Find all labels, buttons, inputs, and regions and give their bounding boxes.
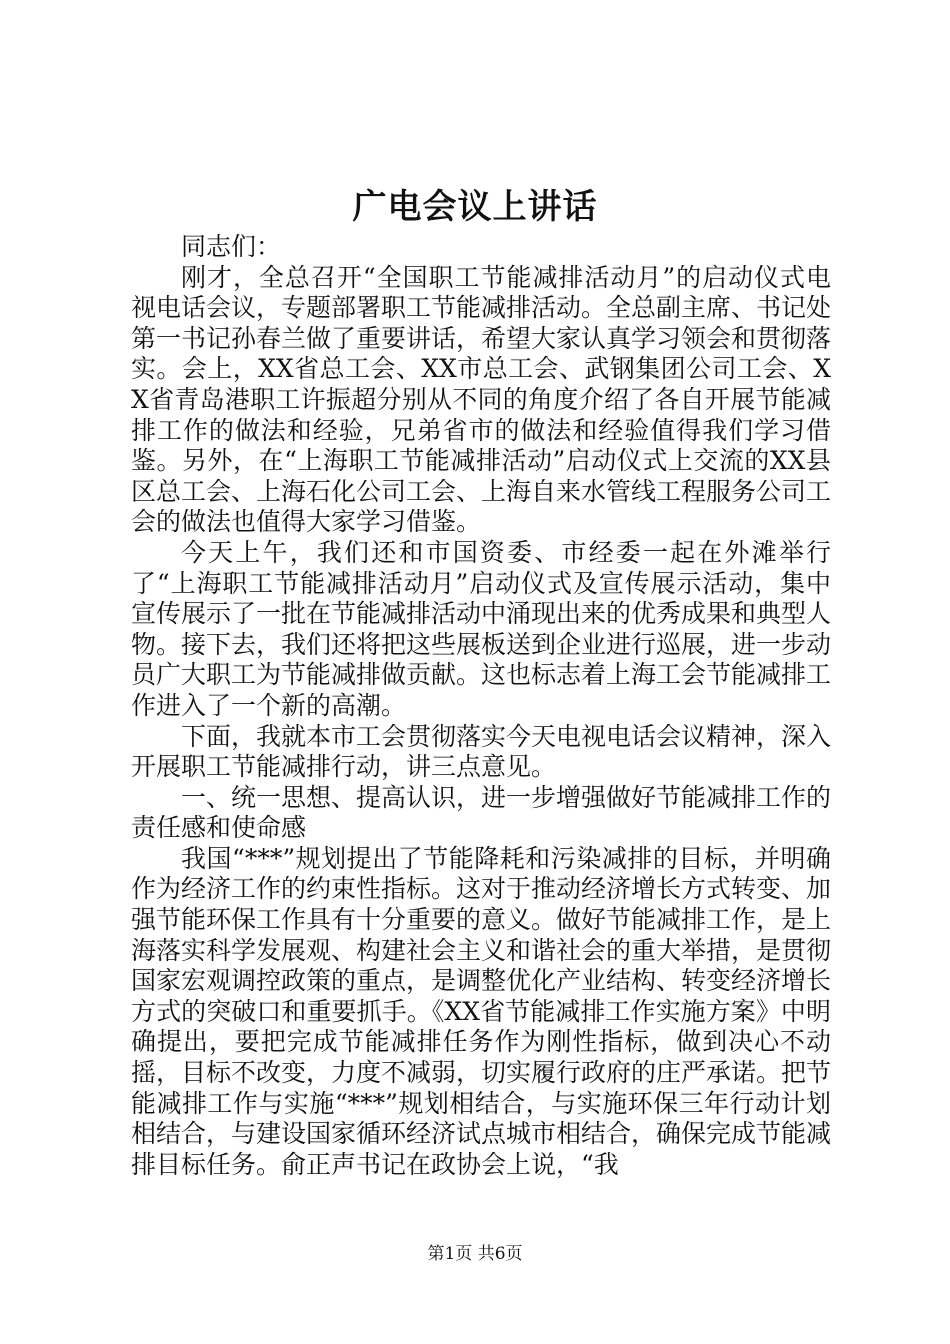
page-footer: 第1页 共6页 xyxy=(427,1244,523,1264)
body-paragraph: 今天上午，我们还和市国资委、市经委一起在外滩举行了“上海职工节能减排活动月”启动仪式及宣传展示活动，集中宣传展示了一批在节能减排活动中涌现出来的优秀成果和典型人物。接下去，我们还将把这些展板送到企业进行巡展，进一步动员广大职工为节能减排做贡献。这也标志着上海工会节能减排工作进入了一个新的高潮。 xyxy=(131,537,832,720)
body-paragraph: 下面，我就本市工会贯彻落实今天电视电话会议精神，深入开展职工节能减排行动，讲三点意见。 xyxy=(131,721,832,782)
section-heading: 一、统一思想、提高认识，进一步增强做好节能减排工作的责任感和使命感 xyxy=(131,782,832,843)
document-title: 广电会议上讲话 xyxy=(352,187,598,227)
document-body xyxy=(131,232,831,1180)
body-paragraph: 刚才，全总召开“全国职工节能减排活动月”的启动仪式电视电话会议，专题部署职工节能减排活动。全总副主席、书记处第一书记孙春兰做了重要讲话，希望大家认真学习领会和贯彻落实。会上，XX省总工会、XX市总工会、武钢集团公司工会、XX省青岛港职工许振超分别从不同的角度介绍了各自开展节能减排工作的做法和经验，兄弟省市的做法和经验值得我们学习借鉴。另外，在“上海职工节能减排活动”启动仪式上交流的XX县区总工会、上海石化公司工会、上海自来水管线工程服务公司工会的做法也值得大家学习借鉴。 xyxy=(131,262,832,537)
body-paragraph: 我国“***”规划提出了节能降耗和污染减排的目标，并明确作为经济工作的约束性指标。这对于推动经济增长方式转变、加强节能环保工作具有十分重要的意义。做好节能减排工作，是上海落实科学发展观、构建社会主义和谐社会的重大举措，是贯彻国家宏观调控政策的重点，是调整优化产业结构、转变经济增长方式的突破口和重要抓手。《XX省节能减排工作实施方案》中明确提出，要把完成节能减排任务作为刚性指标，做到决心不动摇，目标不改变，力度不减弱，切实履行政府的庄严承诺。把节能减排工作与实施“***”规划相结合，与实施环保三年行动计划相结合，与建设国家循环经济试点城市相结合，确保完成节能减排目标任务。俞正声书记在政协会上说，“我 xyxy=(131,843,832,1179)
salutation-paragraph: 同志们： xyxy=(181,232,282,261)
